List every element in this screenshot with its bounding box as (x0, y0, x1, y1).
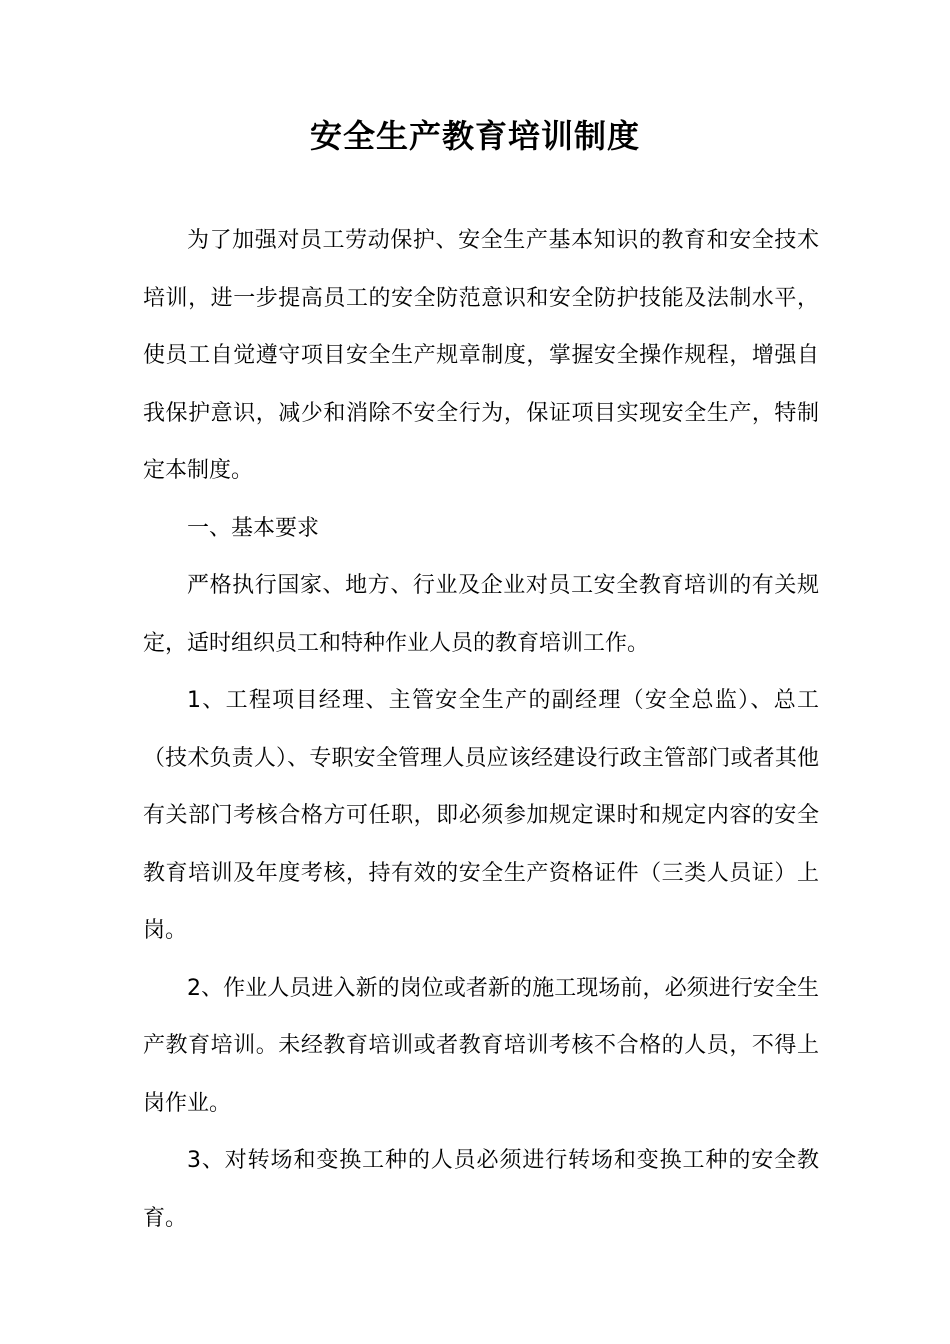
requirements-paragraph: 严格执行国家、地方、行业及企业对员工安全教育培训的有关规定，适时组织员工和特种作业人员的教育培训工作。 (143, 573, 819, 656)
item-1-paragraph: 1、工程项目经理、主管安全生产的副经理（安全总监）、总工（技术负责人）、专职安全管理人员应该经建设行政主管部门或者其他有关部门考核合格方可任职，即必须参加规定课时和规定内容的安全教育培训及年度考核，持有效的安全生产资格证件（三类人员证）上岗。 (143, 688, 819, 943)
item-3-paragraph: 3、对转场和变换工种的人员必须进行转场和变换工种的安全教育。 (143, 1148, 819, 1231)
item-2-paragraph: 2、作业人员进入新的岗位或者新的施工现场前，必须进行安全生产教育培训。未经教育培训或者教育培训考核不合格的人员，不得上岗作业。 (143, 975, 819, 1116)
section-heading-basic-requirements: 一、基本要求 (187, 515, 320, 541)
document-title: 安全生产教育培训制度 (309, 117, 640, 155)
document-body (143, 212, 819, 1247)
intro-paragraph: 为了加强对员工劳动保护、安全生产基本知识的教育和安全技术培训，进一步提高员工的安全防范意识和安全防护技能及法制水平，使员工自觉遵守项目安全生产规章制度，掌握安全操作规程，增强自我保护意识，减少和消除不安全行为，保证项目实现安全生产，特制定本制度。 (143, 228, 819, 483)
